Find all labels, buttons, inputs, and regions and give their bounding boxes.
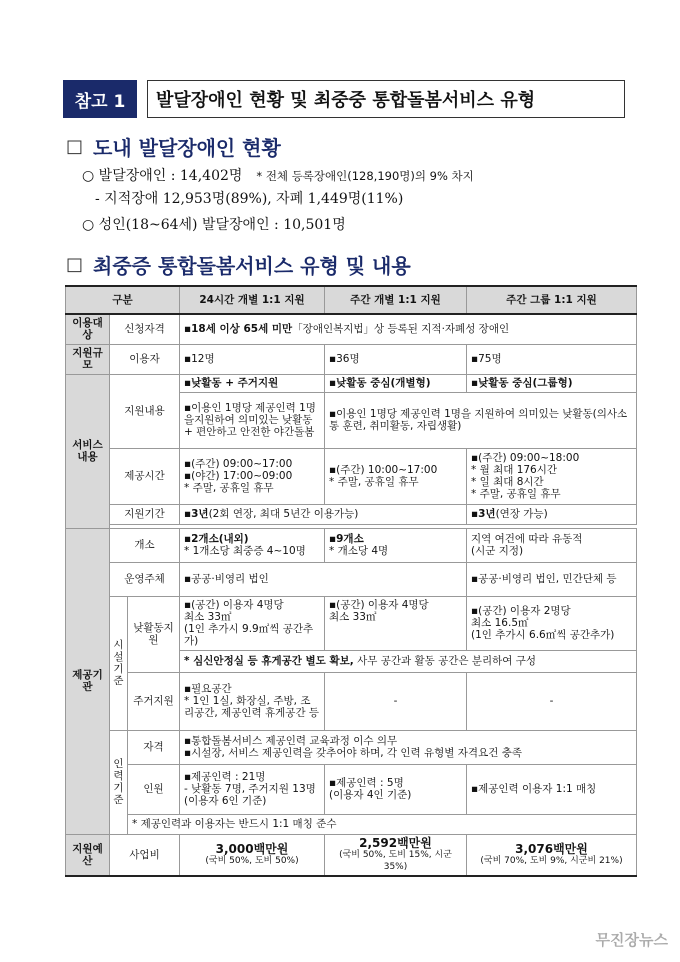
cell-operator-shared: ▪공공·비영리 법인 [180, 562, 467, 596]
time-note: * 주말, 공휴일 휴무 [471, 488, 561, 500]
row-subcategory: 제공시간 [110, 448, 180, 504]
page-title: 발달장애인 현황 및 최중중 통합돌봄서비스 유형 [147, 80, 625, 118]
row-subcategory: 신청자격 [110, 314, 180, 344]
cell-24h [180, 834, 325, 876]
time-note: * 월 최대 176시간 [471, 464, 558, 476]
row-subcategory: 개소 [110, 528, 180, 562]
cell-day-group: ▪75명 [467, 344, 637, 374]
cell-day-individual: - [325, 672, 467, 730]
time-note: * 일 최대 8시간 [471, 476, 544, 488]
time-line: ▪(야간) 17:00~09:00 [184, 470, 293, 482]
row-category: 지원규모 [66, 344, 110, 374]
cell-day-group [467, 374, 637, 392]
cell-24h: ▪이용인 1명당 제공인력 1명을지원하여 의미있는 낮활동 + 편안하고 안전한 야간돌봄 [180, 392, 325, 448]
section-heading-1 [66, 132, 281, 161]
space-line: ▪(공간) 이용자 4명당 [184, 599, 284, 611]
stat-note: * 전체 등록장애인(128,190명)의 9% 차지 [256, 169, 474, 183]
table-row [66, 448, 637, 504]
budget-amount: 3,076백만원 [515, 841, 588, 856]
row-subcategory: 사업비 [110, 834, 180, 876]
cell-24h: ▪12명 [180, 344, 325, 374]
staff-line: ▪제공인력 : 21명 [184, 771, 266, 783]
rest-space-detail: 사무 공간과 활동 공간은 분리하여 구성 [353, 655, 537, 667]
section-marker: □ [66, 136, 84, 157]
site-count: ▪9개소 [329, 533, 364, 545]
row-category: 제공기관 [66, 528, 110, 834]
cell-24h [180, 672, 325, 730]
space-line: ▪(공간) 이용자 4명당 [329, 598, 429, 611]
site-note: * 1개소당 최중증 4~10명 [184, 545, 306, 557]
table-row [66, 528, 637, 562]
cell-rest-space-note [180, 650, 637, 672]
row-subcategory-residential: 주거지원 [128, 672, 180, 730]
cell-24h [180, 596, 325, 650]
budget-split: (국비 50%, 도비 50%) [205, 855, 299, 866]
budget-amount: 3,000백만원 [215, 841, 289, 856]
cell-period-shared: ▪3년(2회 연장, 최대 5년간 이용가능) [180, 504, 467, 524]
stat-total: ○ 발달장애인 : 14,402명 [82, 168, 243, 184]
time-line: ▪(주간) 09:00~17:00 [184, 458, 293, 470]
row-subcategory-qualification: 자격 [128, 730, 180, 764]
section-marker: □ [66, 254, 84, 275]
eligibility-detail: 「장애인복지법」상 등록된 지적·자폐성 장애인 [292, 323, 510, 336]
title-bar [63, 80, 625, 118]
row-subcategory: 지원기간 [110, 504, 180, 524]
table-row [66, 374, 637, 392]
header-24h-individual: 24시간 개별 1:1 지원 [180, 286, 325, 314]
header-day-group: 주간 그룹 1:1 지원 [467, 286, 637, 314]
table-header-row [66, 286, 637, 314]
service-type: ▪낮활동 + 주거지원 [184, 377, 279, 389]
section-title: 도내 발달장애인 현황 [93, 136, 281, 160]
table-row [66, 314, 637, 344]
service-type: ▪낮활동 중심(그룹형) [471, 377, 573, 389]
cell-day-individual [325, 374, 467, 392]
cell-day-individual [325, 448, 467, 504]
eligibility-cell: ▪18세 이상 65세 미만「장애인복지법」상 등록된 지적·자폐성 장애인 [180, 314, 637, 344]
stat-line-adult: ○ 성인(18~64세) 발달장애인 : 10,501명 [82, 217, 346, 233]
qualification-line: ▪통합돌봄서비스 제공인력 교육과정 이수 의무 [184, 735, 398, 747]
staff-line: - 낮활동 7명, 주거지원 13명 [184, 783, 316, 795]
row-category: 이용대상 [66, 314, 110, 344]
cell-day-group: ▪공공·비영리 법인, 민간단체 등 [467, 562, 637, 596]
cell-day-group [467, 448, 637, 504]
table-row [66, 730, 637, 764]
row-subcategory: 이용자 [110, 344, 180, 374]
cell-24h [180, 528, 325, 562]
rest-space-bold: * 심신안정실 등 휴게공간 별도 확보, [184, 655, 354, 667]
cell-day-group: ▪3년(연장 가능) [467, 504, 637, 524]
cell-day-group [467, 528, 637, 562]
cell-day-group [467, 834, 637, 876]
cell-day-individual [325, 834, 467, 876]
reference-tag: 참고 1 [63, 80, 137, 118]
staff-line: ▪제공인력 : 5명 [329, 777, 404, 789]
time-note: * 주말, 공휴일 휴무 [184, 482, 274, 494]
row-subcategory-facility: 시설기준 [110, 596, 128, 730]
stat-line-breakdown: - 지적장애 12,953명(89%), 자폐 1,449명(11%) [95, 191, 404, 207]
table-row [66, 834, 637, 876]
row-subcategory-staff: 인력기준 [110, 730, 128, 834]
site-line: (시군 지정) [471, 545, 524, 557]
table-row [66, 672, 637, 730]
table-row [66, 562, 637, 596]
time-line: ▪(주간) 10:00~17:00 [329, 464, 438, 476]
budget-split: (국비 70%, 도비 9%, 시군비 21%) [480, 855, 623, 866]
qualification-line: ▪시설장, 서비스 제공인력을 갖추어야 하며, 각 인력 유형별 자격요건 충족 [184, 747, 522, 759]
space-line: (1인 추가시 6.6㎡씩 공간추가) [471, 629, 615, 641]
space-line: 최소 33㎡ [184, 611, 232, 623]
cell-day-individual [325, 528, 467, 562]
table-row [66, 596, 637, 650]
site-count: ▪2개소(내외) [184, 533, 249, 545]
cell-day-individual [325, 764, 467, 814]
section-heading-2 [66, 250, 411, 279]
cell-matching-note: * 제공인력과 이용자는 반드시 1:1 매칭 준수 [128, 814, 637, 834]
period-detail: (2회 연장, 최대 5년간 이용가능) [208, 508, 359, 520]
row-subcategory: 운영주체 [110, 562, 180, 596]
header-day-individual: 주간 개별 1:1 지원 [325, 286, 467, 314]
cell-24h [180, 374, 325, 392]
space-line: 최소 33㎡ [329, 610, 377, 623]
cell-24h [180, 764, 325, 814]
eligibility-age: 18세 이상 65세 미만 [191, 323, 293, 336]
period-detail: (연장 가능) [495, 508, 548, 520]
time-note: * 주말, 공휴일 휴무 [329, 476, 419, 488]
row-category: 지원예산 [66, 834, 110, 876]
budget-amount: 2,592백만원 [359, 835, 432, 850]
cell-day-group: - [467, 672, 637, 730]
table-row [66, 504, 637, 524]
cell-24h [180, 448, 325, 504]
service-type-table [65, 285, 637, 877]
period-years: 3년 [478, 508, 496, 520]
staff-line: (이용자 6인 기준) [184, 795, 267, 807]
table-row [66, 814, 637, 834]
cell-day-individual [325, 596, 467, 650]
row-category: 서비스내용 [66, 374, 110, 528]
time-line: ▪(주간) 09:00~18:00 [471, 452, 580, 464]
space-line: 최소 16.5㎡ [471, 617, 529, 629]
row-subcategory-headcount: 인원 [128, 764, 180, 814]
section-title: 최중증 통합돌봄서비스 유형 및 내용 [93, 254, 411, 278]
table-row [66, 764, 637, 814]
watermark-logo: 무진장뉴스 [595, 931, 668, 949]
budget-split: (국비 50%, 도비 15%, 시군 35%) [339, 849, 452, 872]
staff-line: (이용자 4인 기준) [329, 789, 412, 801]
space-line: ▪필요공간 [184, 683, 232, 695]
cell-qualification [180, 730, 637, 764]
stat-line-total [82, 165, 474, 185]
table-row [66, 344, 637, 374]
cell-day-group: ▪제공인력 이용자 1:1 매칭 [467, 764, 637, 814]
space-line: ▪(공간) 이용자 2명당 [471, 605, 571, 617]
period-years: 3년 [191, 508, 209, 520]
row-subcategory-daytime: 낮활동지원 [128, 596, 180, 672]
cell-day-group [467, 596, 637, 650]
header-category: 구분 [66, 286, 180, 314]
space-line: (1인 추가시 9.9㎡씩 공간추가) [184, 623, 314, 647]
cell-day-shared: ▪이용인 1명당 제공인력 1명을 지원하여 의미있는 낮활동(의사소통 훈련, 취미활동, 자립생활) [325, 392, 637, 448]
service-type: ▪낮활동 중심(개별형) [329, 377, 431, 389]
row-subcategory: 지원내용 [110, 374, 180, 448]
site-line: 지역 여건에 따라 유동적 [471, 533, 583, 545]
space-line: * 1인 1실, 화장실, 주방, 조리공간, 제공인력 휴게공간 등 [184, 695, 320, 719]
site-note: * 개소당 4명 [329, 545, 389, 557]
cell-day-individual: ▪36명 [325, 344, 467, 374]
